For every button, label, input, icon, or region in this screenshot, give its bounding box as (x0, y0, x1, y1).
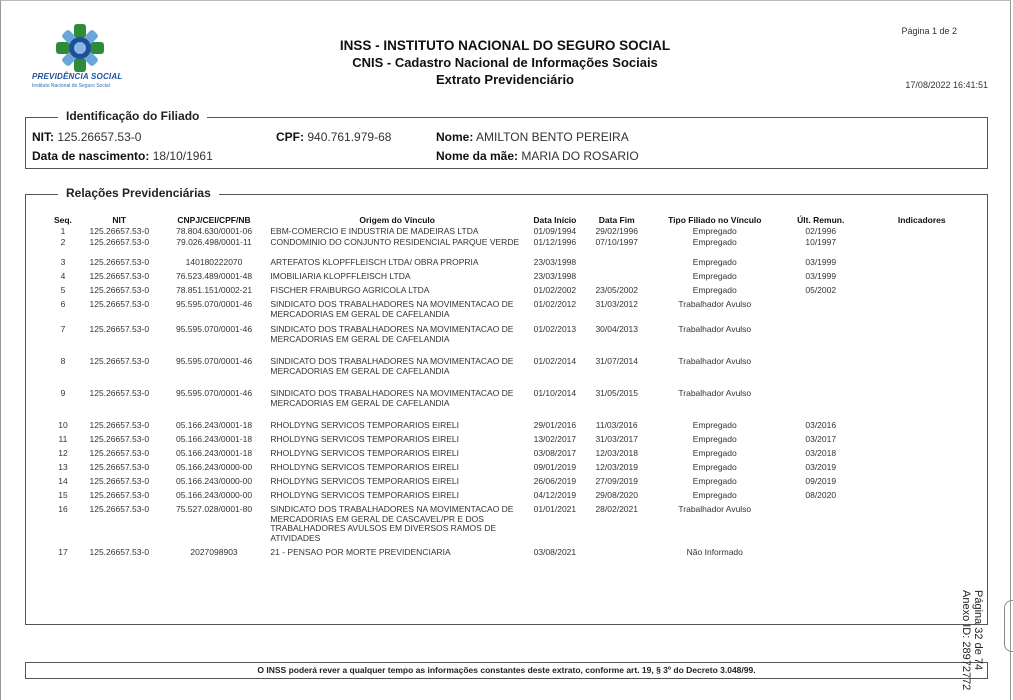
cell-data-inicio: 03/08/2017 (533, 448, 577, 458)
cell-origem: FISCHER FRAIBURGO AGRICOLA LTDA (270, 285, 430, 295)
cell-ult-remun: 10/1997 (805, 237, 837, 247)
cell-nit: 125.26657.53-0 (89, 271, 150, 281)
cell-seq: 9 (60, 388, 66, 398)
table-row (49, 300, 984, 325)
cell-seq: 12 (58, 448, 68, 458)
cell-nit: 125.26657.53-0 (89, 237, 150, 247)
cell-data-inicio: 23/03/1998 (533, 257, 577, 267)
table-row (49, 463, 984, 477)
cell-ult-remun (782, 357, 860, 389)
cell-ult-remun: 03/2018 (805, 448, 837, 458)
col-header: Tipo Filiado no Vínculo (668, 215, 762, 225)
binder-clip (1004, 600, 1013, 652)
cell-seq: 11 (58, 434, 68, 444)
doc-title: INSS - INSTITUTO NACIONAL DO SEGURO SOCIAL (339, 38, 671, 53)
cell-indicadores (860, 389, 984, 421)
cell-origem: RHOLDYNG SERVICOS TEMPORARIOS EIRELI (270, 448, 460, 458)
cell-nit: 125.26657.53-0 (89, 434, 150, 444)
cell-data-fim: 31/05/2015 (595, 388, 638, 398)
cell-origem: CONDOMINIO DO CONJUNTO RESIDENCIAL PARQUE VERDE (270, 237, 520, 247)
cell-cnpj: 05.166.243/0001-18 (175, 434, 253, 444)
col-header: Origem do Vínculo (359, 215, 435, 225)
cell-origem: ARTEFATOS KLOPFFLEISCH LTDA/ OBRA PROPRIA (270, 257, 479, 267)
cell-seq: 6 (60, 299, 66, 309)
cell-ult-remun (782, 548, 860, 562)
cell-origem: 21 - PENSAO POR MORTE PREVIDENCIARIA (270, 547, 451, 557)
cell-data-inicio: 23/03/1998 (533, 271, 577, 281)
cell-tipo: Empregado (692, 271, 737, 281)
cell-tipo: Empregado (692, 490, 737, 500)
cell-ult-remun: 03/2016 (805, 420, 837, 430)
cell-seq: 5 (60, 285, 66, 295)
cell-cnpj: 76.523.489/0001-48 (175, 271, 253, 281)
cell-data-inicio: 03/08/2021 (533, 547, 577, 557)
cell-data-inicio: 01/09/1994 (533, 226, 577, 236)
identificacao-legend: Identificação do Filiado (58, 109, 207, 123)
cell-tipo: Empregado (692, 434, 737, 444)
cell-ult-remun (782, 325, 860, 357)
cell-indicadores (860, 463, 984, 477)
cell-indicadores (860, 325, 984, 357)
cell-origem: RHOLDYNG SERVICOS TEMPORARIOS EIRELI (270, 434, 460, 444)
table-row (49, 357, 984, 389)
cell-data-fim: 07/10/1997 (595, 237, 638, 247)
cell-origem: RHOLDYNG SERVICOS TEMPORARIOS EIRELI (270, 490, 460, 500)
relacoes-section (25, 186, 988, 625)
cell-indicadores (860, 505, 984, 548)
cell-origem: SINDICATO DOS TRABALHADORES NA MOVIMENTACAO DE MERCADORIAS EM GERAL DE CASCAVEL/PR E DOS TRABALHADORES AVULSOS EM DIVERSOS RAMOS DE ATIVIDADES (270, 504, 514, 543)
cell-tipo: Trabalhador Avulso (678, 504, 752, 514)
cell-indicadores (860, 548, 984, 562)
cell-ult-remun: 03/1999 (805, 257, 837, 267)
cell-cnpj: 05.166.243/0001-18 (175, 420, 253, 430)
cell-tipo: Empregado (692, 448, 737, 458)
cell-tipo: Trabalhador Avulso (678, 324, 752, 334)
cell-nit: 125.26657.53-0 (89, 547, 150, 557)
logo-subtext: Instituto Nacional do Seguro Social (32, 83, 110, 89)
cell-seq: 8 (60, 356, 66, 366)
footer-disclaimer: O INSS poderá rever a qualquer tempo as informações constantes deste extrato, conforme art. 19, § 3º do Decreto 3.048/99. (25, 662, 988, 679)
cell-data-inicio: 01/01/2021 (533, 504, 577, 514)
cell-nit: 125.26657.53-0 (89, 462, 150, 472)
nome-mae-field: Nome da mãe: MARIA DO ROSARIO (436, 149, 639, 163)
table-row (49, 449, 984, 463)
side-page-note: Página 32 de 74 (972, 590, 984, 671)
cell-data-inicio: 04/12/2019 (533, 490, 577, 500)
table-row (49, 421, 984, 435)
cell-data-fim: 11/03/2016 (595, 420, 638, 430)
table-row (49, 505, 984, 548)
cell-cnpj: 79.026.498/0001-11 (176, 237, 252, 247)
side-annotation (960, 590, 984, 690)
cell-ult-remun (782, 300, 860, 325)
cell-ult-remun: 09/2019 (805, 476, 837, 486)
cell-nit: 125.26657.53-0 (89, 226, 150, 236)
doc-subtitle-2: Extrato Previdenciário (436, 72, 574, 87)
cell-tipo: Empregado (692, 257, 737, 267)
cell-nit: 125.26657.53-0 (89, 476, 150, 486)
cell-origem: SINDICATO DOS TRABALHADORES NA MOVIMENTACAO DE MERCADORIAS EM GERAL DE CAFELANDIA (270, 299, 514, 319)
cell-nit: 125.26657.53-0 (89, 490, 150, 500)
col-header: Data Início (533, 215, 577, 225)
cell-data-inicio: 01/02/2013 (533, 324, 577, 334)
cell-data-fim (586, 272, 648, 286)
cell-data-fim: 30/04/2013 (595, 324, 638, 334)
cell-ult-remun (782, 389, 860, 421)
cell-tipo: Empregado (692, 237, 737, 247)
col-header: Data Fim (598, 215, 635, 225)
col-header: Indicadores (897, 215, 946, 225)
cell-tipo: Empregado (692, 420, 737, 430)
cell-tipo: Trabalhador Avulso (678, 388, 752, 398)
cell-data-inicio: 01/02/2002 (533, 285, 577, 295)
cell-indicadores (860, 286, 984, 300)
cell-data-fim: 31/03/2017 (595, 434, 638, 444)
table-row (49, 258, 984, 272)
cell-indicadores (860, 435, 984, 449)
cell-seq: 17 (58, 547, 68, 557)
nit-field: NIT: 125.26657.53-0 (32, 130, 142, 144)
cell-data-fim: 29/02/1996 (595, 226, 638, 236)
cell-data-fim: 12/03/2019 (595, 462, 638, 472)
cell-indicadores (860, 238, 984, 258)
cell-cnpj: 95.595.070/0001-46 (175, 356, 253, 366)
cell-nit: 125.26657.53-0 (89, 504, 150, 514)
cell-data-fim: 23/05/2002 (595, 285, 638, 295)
cell-tipo: Trabalhador Avulso (678, 299, 752, 309)
cell-ult-remun: 03/2019 (805, 462, 837, 472)
cell-tipo: Não Informado (686, 547, 743, 557)
cell-indicadores (860, 258, 984, 272)
cell-indicadores (860, 272, 984, 286)
cell-data-inicio: 01/02/2012 (533, 299, 577, 309)
relacoes-legend: Relações Previdenciárias (58, 186, 219, 200)
cell-tipo: Trabalhador Avulso (678, 356, 752, 366)
cell-data-fim: 31/03/2012 (595, 299, 638, 309)
cell-nit: 125.26657.53-0 (89, 420, 150, 430)
identificacao-section (25, 109, 988, 169)
cell-indicadores (860, 300, 984, 325)
cell-seq: 15 (58, 490, 68, 500)
cell-nit: 125.26657.53-0 (89, 388, 150, 398)
table-row (49, 325, 984, 357)
nascimento-field: Data de nascimento: 18/10/1961 (32, 149, 213, 163)
col-header: Seq. (53, 215, 72, 225)
relacoes-table (49, 213, 984, 562)
table-row (49, 548, 984, 562)
cell-data-fim: 29/08/2020 (595, 490, 638, 500)
cpf-field: CPF: 940.761.979-68 (276, 130, 392, 144)
table-row (49, 238, 984, 258)
cell-ult-remun: 05/2002 (805, 285, 837, 295)
cell-tipo: Empregado (692, 476, 737, 486)
cell-nit: 125.26657.53-0 (89, 356, 150, 366)
cell-data-fim: 12/03/2018 (595, 448, 638, 458)
side-anexo-note: Anexo ID: 28972772 (960, 590, 972, 691)
cell-origem: EBM-COMERCIO E INDUSTRIA DE MADEIRAS LTDA (270, 226, 479, 236)
cell-cnpj: 05.166.243/0000-00 (175, 490, 253, 500)
cell-data-inicio: 13/02/2017 (533, 434, 577, 444)
generation-datetime: 17/08/2022 16:41:51 (905, 80, 988, 90)
cell-data-inicio: 01/02/2014 (533, 356, 577, 366)
cell-ult-remun (782, 505, 860, 548)
cell-origem: SINDICATO DOS TRABALHADORES NA MOVIMENTACAO DE MERCADORIAS EM GERAL DE CAFELANDIA (270, 356, 514, 376)
cell-data-inicio: 26/06/2019 (533, 476, 577, 486)
cell-origem: SINDICATO DOS TRABALHADORES NA MOVIMENTACAO DE MERCADORIAS EM GERAL DE CAFELANDIA (270, 388, 514, 408)
cell-data-inicio: 01/10/2014 (533, 388, 577, 398)
cell-seq: 16 (58, 504, 68, 514)
cell-seq: 2 (60, 237, 66, 247)
col-header: CNPJ/CEI/CPF/NB (177, 215, 251, 225)
cell-indicadores (860, 491, 984, 505)
cell-data-fim: 28/02/2021 (595, 504, 638, 514)
cell-data-inicio: 01/12/1996 (533, 237, 577, 247)
cell-tipo: Empregado (692, 462, 737, 472)
cell-cnpj: 95.595.070/0001-46 (175, 388, 253, 398)
cell-cnpj: 78.851.151/0002-21 (175, 285, 253, 295)
cell-data-inicio: 09/01/2019 (533, 462, 577, 472)
cell-nit: 125.26657.53-0 (89, 285, 150, 295)
cell-cnpj: 75.527.028/0001-80 (175, 504, 253, 514)
cell-cnpj: 05.166.243/0000-00 (175, 462, 253, 472)
logo-text: PREVIDÊNCIA SOCIAL (32, 72, 123, 81)
cell-seq: 7 (60, 324, 66, 334)
table-row (49, 272, 984, 286)
cell-seq: 1 (60, 226, 66, 236)
cell-origem: SINDICATO DOS TRABALHADORES NA MOVIMENTACAO DE MERCADORIAS EM GERAL DE CAFELANDIA (270, 324, 514, 344)
cell-seq: 13 (58, 462, 68, 472)
cell-indicadores (860, 421, 984, 435)
nome-field: Nome: AMILTON BENTO PEREIRA (436, 130, 629, 144)
table-row (49, 435, 984, 449)
table-row (49, 286, 984, 300)
cell-ult-remun: 08/2020 (805, 490, 837, 500)
cell-seq: 3 (60, 257, 66, 267)
cell-origem: IMOBILIARIA KLOPFFLEISCH LTDA (270, 271, 411, 281)
cell-seq: 4 (60, 271, 66, 281)
cell-ult-remun: 03/2017 (805, 434, 837, 444)
cell-nit: 125.26657.53-0 (89, 257, 150, 267)
cell-indicadores (860, 477, 984, 491)
cell-ult-remun: 02/1996 (805, 226, 837, 236)
cell-data-inicio: 29/01/2016 (533, 420, 577, 430)
page-number: Página 1 de 2 (901, 26, 957, 36)
table-row (49, 389, 984, 421)
cell-tipo: Empregado (692, 226, 737, 236)
cell-seq: 10 (58, 420, 68, 430)
cell-cnpj: 95.595.070/0001-46 (175, 324, 253, 334)
cell-indicadores (860, 227, 984, 238)
cell-cnpj: 2027098903 (190, 547, 238, 557)
cell-origem: RHOLDYNG SERVICOS TEMPORARIOS EIRELI (270, 476, 460, 486)
cell-nit: 125.26657.53-0 (89, 448, 150, 458)
cell-seq: 14 (58, 476, 68, 486)
cell-cnpj: 05.166.243/0001-18 (175, 448, 253, 458)
col-header: NIT (112, 215, 127, 225)
cell-cnpj: 05.166.243/0000-00 (175, 476, 253, 486)
cell-cnpj: 95.595.070/0001-46 (175, 299, 253, 309)
cell-data-fim (586, 548, 648, 562)
cell-cnpj: 78.804.630/0001-06 (175, 226, 253, 236)
cell-nit: 125.26657.53-0 (89, 299, 150, 309)
doc-subtitle: CNIS - Cadastro Nacional de Informações Sociais (352, 55, 658, 70)
cell-data-fim: 27/09/2019 (595, 476, 638, 486)
col-header: Últ. Remun. (797, 215, 845, 225)
table-header-row (49, 213, 984, 227)
cell-data-fim: 31/07/2014 (595, 356, 638, 366)
cell-indicadores (860, 449, 984, 463)
table-row (49, 477, 984, 491)
cell-cnpj: 140180222070 (185, 257, 243, 267)
cell-data-fim (586, 258, 648, 272)
cell-origem: RHOLDYNG SERVICOS TEMPORARIOS EIRELI (270, 420, 460, 430)
cell-ult-remun: 03/1999 (805, 271, 837, 281)
cell-nit: 125.26657.53-0 (89, 324, 150, 334)
cell-origem: RHOLDYNG SERVICOS TEMPORARIOS EIRELI (270, 462, 460, 472)
cell-tipo: Empregado (692, 285, 737, 295)
cell-indicadores (860, 357, 984, 389)
table-row (49, 491, 984, 505)
